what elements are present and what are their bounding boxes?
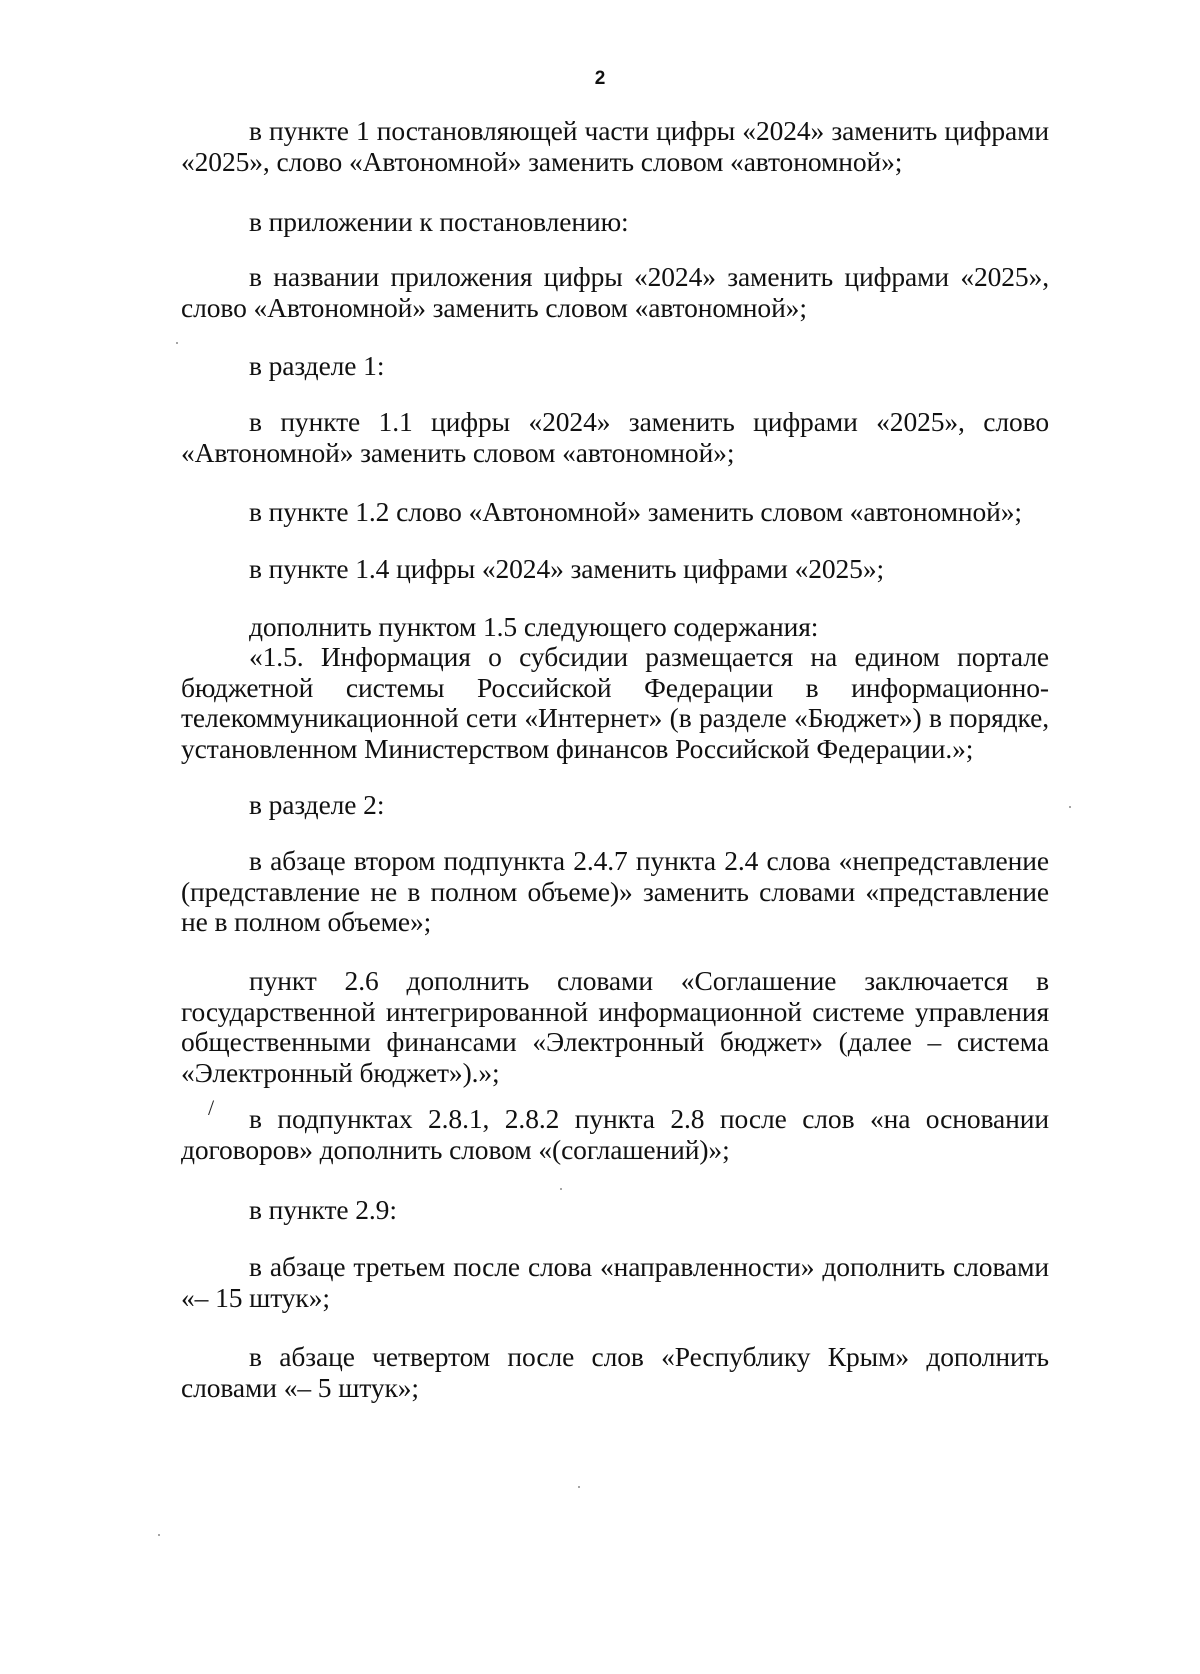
paragraph-9-quote: «1.5. Информация о субсидии размещается на едином портале бюджетной системы Российской Федерации в информационно-телекоммуникационной сети «Интернет» (в разделе «Бюджет») в порядке, установленном Министерством финансов Российской Федерации.»;: [181, 641, 1049, 764]
paragraph-3: в названии приложения цифры «2024» заменить цифрами «2025», слово «Автономной» заменить словом «автономной»;: [181, 261, 1049, 323]
paragraph-15: в абзаце третьем после слова «направленности» дополнить словами «– 15 штук»;: [181, 1251, 1049, 1313]
paragraph-12: пункт 2.6 дополнить словами «Соглашение заключается в государственной интегрированной информационной системе управления общественными финансами «Электронный бюджет» (далее – система «Электронный бюджет»).»;: [181, 965, 1049, 1088]
handwritten-margin-mark: /: [208, 1095, 215, 1120]
paragraph-7: в пункте 1.4 цифры «2024» заменить цифрами «2025»;: [249, 553, 885, 584]
scan-speck: [560, 1188, 562, 1190]
paragraph-4: в разделе 1:: [249, 350, 385, 381]
paragraph-1: в пункте 1 постановляющей части цифры «2024» заменить цифрами «2025», слово «Автономной» заменить словом «автономной»;: [181, 115, 1049, 177]
page-number: 2: [594, 68, 606, 89]
paragraph-14: в пункте 2.9:: [249, 1194, 397, 1225]
paragraph-6: в пункте 1.2 слово «Автономной» заменить словом «автономной»;: [249, 496, 1022, 527]
paragraph-8: дополнить пунктом 1.5 следующего содержания:: [249, 611, 819, 642]
scan-speck: [1069, 806, 1071, 808]
paragraph-16: в абзаце четвертом после слов «Республику Крым» дополнить словами «– 5 штук»;: [181, 1341, 1049, 1403]
paragraph-5: в пункте 1.1 цифры «2024» заменить цифрами «2025», слово «Автономной» заменить словом «автономной»;: [181, 406, 1049, 468]
paragraph-13: в подпунктах 2.8.1, 2.8.2 пункта 2.8 после слов «на основании договоров» дополнить словом «(соглашений)»;: [181, 1103, 1049, 1165]
paragraph-2: в приложении к постановлению:: [249, 206, 629, 237]
scan-speck: [176, 342, 178, 344]
scan-speck: [158, 1534, 160, 1536]
paragraph-11: в абзаце втором подпункта 2.4.7 пункта 2.4 слова «непредставление (представление не в полном объеме)» заменить словами «представление не в полном объеме»;: [181, 845, 1049, 937]
paragraph-10: в разделе 2:: [249, 789, 385, 820]
scan-speck: [578, 1486, 580, 1488]
